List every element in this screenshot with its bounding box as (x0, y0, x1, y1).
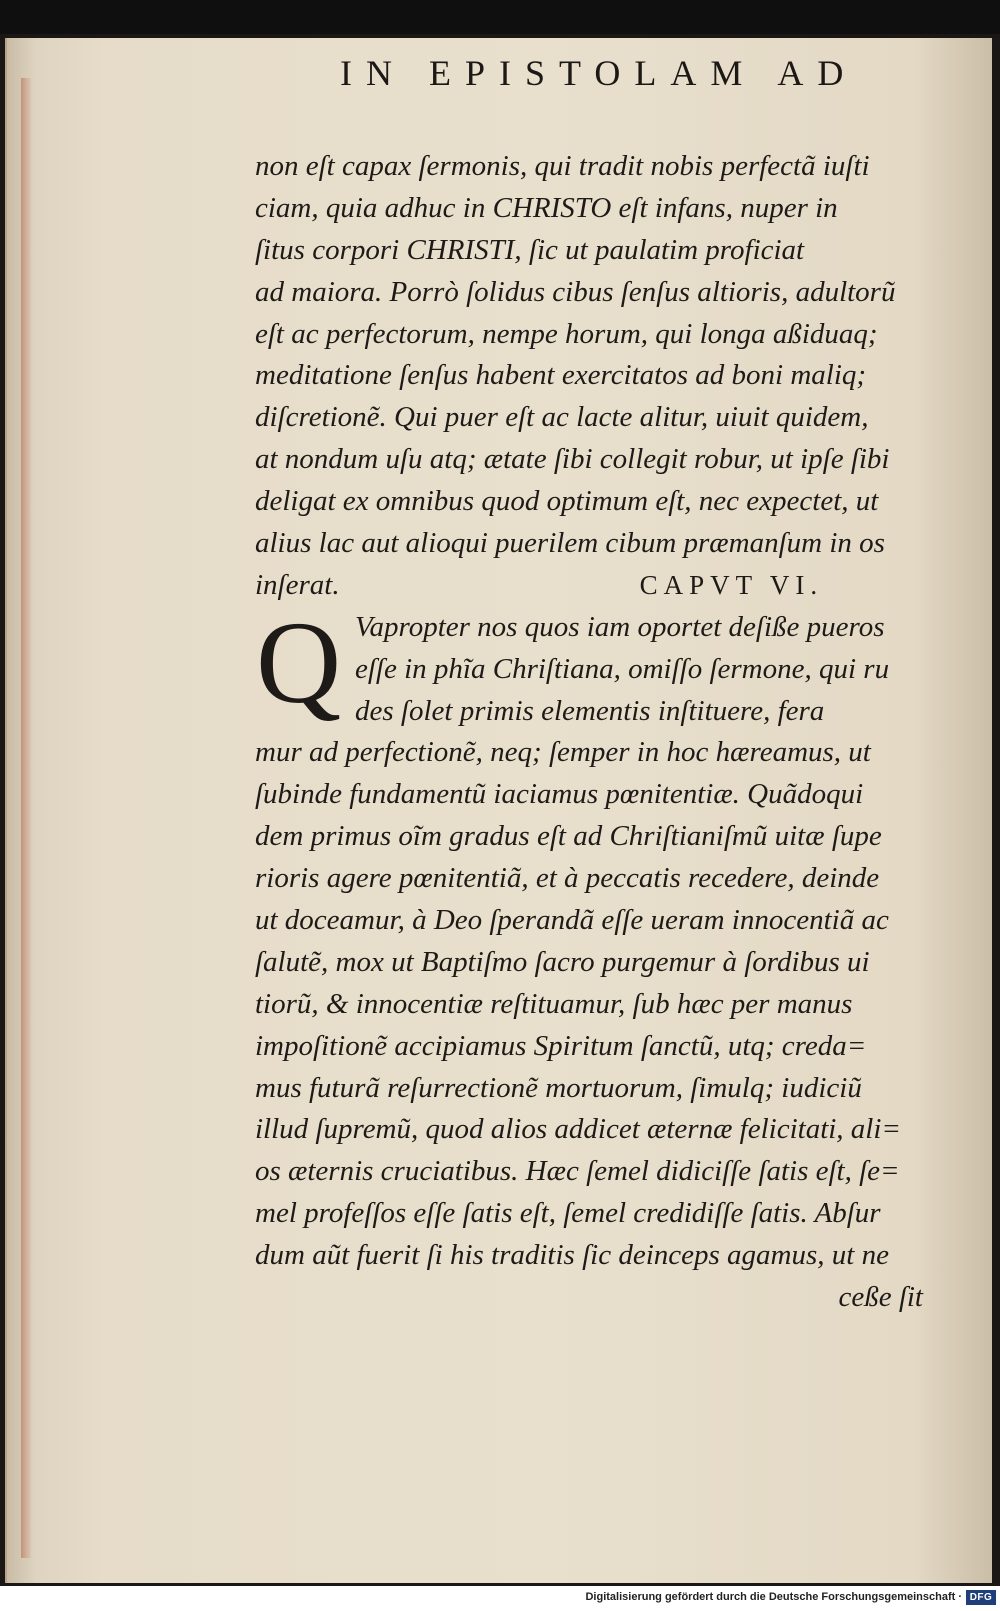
text-line-with-heading (255, 565, 945, 607)
text-line: ciam, quia adhuc in CHRISTO eſt infans, nuper in (255, 191, 838, 224)
text-line: meditatione ſenſus habent exercitatos ad boni maliq; (255, 359, 867, 392)
text-line: non eſt capax ſermonis, qui tradit nobis perfectã iuſti (255, 150, 870, 182)
text-line: mel profeſſos eſſe ſatis eſt, ſemel credidiſſe ſatis. Abſur (255, 1197, 881, 1230)
catchword: ceße ſit (838, 1281, 923, 1314)
text-line: impoſitionẽ accipiamus Spiritum ſanctũ, utq; creda= (255, 1029, 867, 1062)
funding-credit: Digitalisierung gefördert durch die Deutsche Forschungsgemeinschaft · (585, 1591, 962, 1603)
scan-top-border (0, 0, 1000, 34)
text-line: deligat ex omnibus quod optimum eſt, nec expectet, ut (255, 485, 879, 518)
footer (0, 1586, 1000, 1611)
text-line: os æternis cruciatibus. Hæc ſemel didiciſſe ſatis eſt, ſe= (255, 1155, 900, 1188)
text-line: tiorũ, & innocentiæ reſtituamur, ſub hæc per manus (255, 987, 853, 1020)
text-line: dem primus oĩm gradus eſt ad Chriſtianiſmũ uitæ ſupe (255, 820, 882, 853)
text-line: ſalutẽ, mox ut Baptiſmo ſacro purgemur à ſordibus ui (255, 945, 870, 978)
text-line: alius lac aut alioqui puerilem cibum præmanſum in os (255, 527, 885, 560)
chapter-heading: CAPVT VI. (639, 569, 824, 600)
text-line: rioris agere pœnitentiã, et à peccatis recedere, deinde (255, 862, 880, 895)
text-line: eſſe in phĩa Chriſtiana, omiſſo ſermone, qui ru (355, 652, 890, 685)
text-line: ſitus corpori CHRISTI, ſic ut paulatim proficiat (255, 233, 805, 266)
text-line: dum aũt fuerit ſi his traditis ſic deinceps agamus, ut ne (255, 1239, 889, 1272)
dfg-logo: DFG (966, 1590, 996, 1605)
text-line: Vapropter nos quos iam oportet deſiße pueros (355, 610, 885, 643)
body-text (255, 146, 945, 1319)
text-line: eſt ac perfectorum, nempe horum, qui longa aßiduaq; (255, 317, 878, 350)
text-line: ad maiora. Porrò ſolidus cibus ſenſus altioris, adultorũ (255, 275, 896, 308)
text-line: mus futurã reſurrectionẽ mortuorum, ſimulq; iudiciũ (255, 1071, 862, 1104)
text-line-end: inſerat. (255, 568, 340, 601)
text-line: ſubinde fundamentũ iaciamus pœnitentiæ. Quãdoqui (255, 778, 864, 811)
text-line: des ſolet primis elementis inſtituere, fera (355, 694, 825, 727)
text-line: mur ad perfectionẽ, neq; ſemper in hoc hæreamus, ut (255, 736, 871, 769)
page-binding-edge (21, 78, 31, 1558)
running-head: IN EPISTOLAM AD (340, 53, 858, 93)
text-line: diſcretionẽ. Qui puer eſt ac lacte alitur, uiuit quidem, (255, 401, 869, 434)
text-line: at nondum uſu atq; ætate ſibi collegit robur, ut ipſe ſibi (255, 443, 890, 476)
text-line: illud ſupremũ, quod alios addicet æternæ felicitati, ali= (255, 1113, 901, 1146)
drop-cap: Q (256, 597, 342, 728)
text-line: ut doceamur, à Deo ſperandã eſſe ueram innocentiã ac (255, 904, 889, 937)
